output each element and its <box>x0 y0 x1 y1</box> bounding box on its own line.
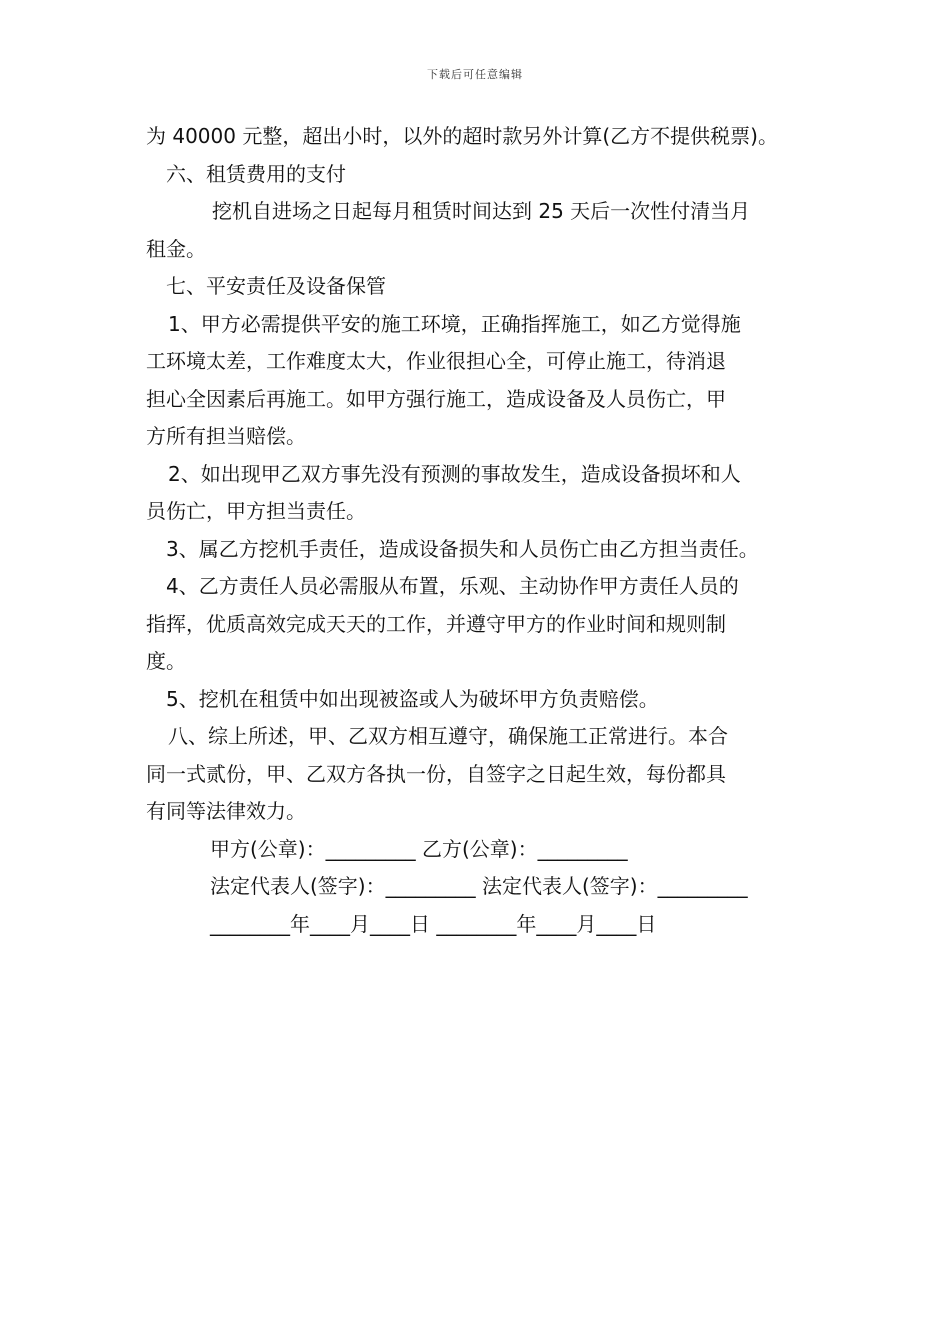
clause-4: 4、乙方责任人员必需服从布置，乐观、主动协作甲方责任人员的 <box>166 574 739 598</box>
clause-4-cont: 度。 <box>146 649 186 673</box>
page-header: 下载后可任意编辑 <box>427 68 523 81</box>
signature-date-line: ________年____月____日 ________年____月____日 <box>210 911 657 936</box>
clause-5: 5、挖机在租赁中如出现被盗或人为破坏甲方负责赔偿。 <box>166 686 659 711</box>
contract-body <box>146 118 818 943</box>
summary-cont: 同一式贰份，甲、乙双方各执一份，自签字之日起生效，每份都具 <box>146 761 726 786</box>
clause-2-cont: 员伤亡，甲方担当责任。 <box>146 499 366 523</box>
summary-cont: 有同等法律效力。 <box>146 799 306 823</box>
clause-2: 2、如出现甲乙双方事先没有预测的事故发生，造成设备损坏和人 <box>168 461 741 486</box>
clause-1-cont: 担心全因素后再施工。如甲方强行施工，造成设备及人员伤亡，甲 <box>146 386 726 411</box>
paragraph-payment-cont: 租金。 <box>146 236 206 261</box>
clause-1-cont: 方所有担当赔偿。 <box>146 424 306 448</box>
clause-1: 1、甲方必需提供平安的施工环境，正确指挥施工，如乙方觉得施 <box>168 311 741 336</box>
paragraph-payment: 挖机自进场之日起每月租赁时间达到 25 天后一次性付清当月 <box>212 199 751 223</box>
signature-representative-line: 法定代表人(签字)：_________ 法定代表人(签字)：_________ <box>210 874 748 898</box>
section-heading-payment: 六、租赁费用的支付 <box>166 161 346 186</box>
paragraph-rent-price: 为 40000 元整，超出小时，以外的超时款另外计算(乙方不提供税票)。 <box>146 124 778 148</box>
section-heading-summary: 八、综上所述，甲、乙双方相互遵守，确保施工正常进行。本合 <box>168 724 728 748</box>
clause-4-cont: 指挥，优质高效完成天天的工作，并遵守甲方的作业时间和规则制 <box>146 611 726 636</box>
clause-3: 3、属乙方挖机手责任，造成设备损失和人员伤亡由乙方担当责任。 <box>166 536 759 561</box>
clause-1-cont: 工环境太差，工作难度太大，作业很担心全，可停止施工，待消退 <box>146 349 726 373</box>
signature-seal-line: 甲方(公章)：_________ 乙方(公章)：_________ <box>210 836 628 861</box>
section-heading-safety: 七、平安责任及设备保管 <box>166 274 386 298</box>
